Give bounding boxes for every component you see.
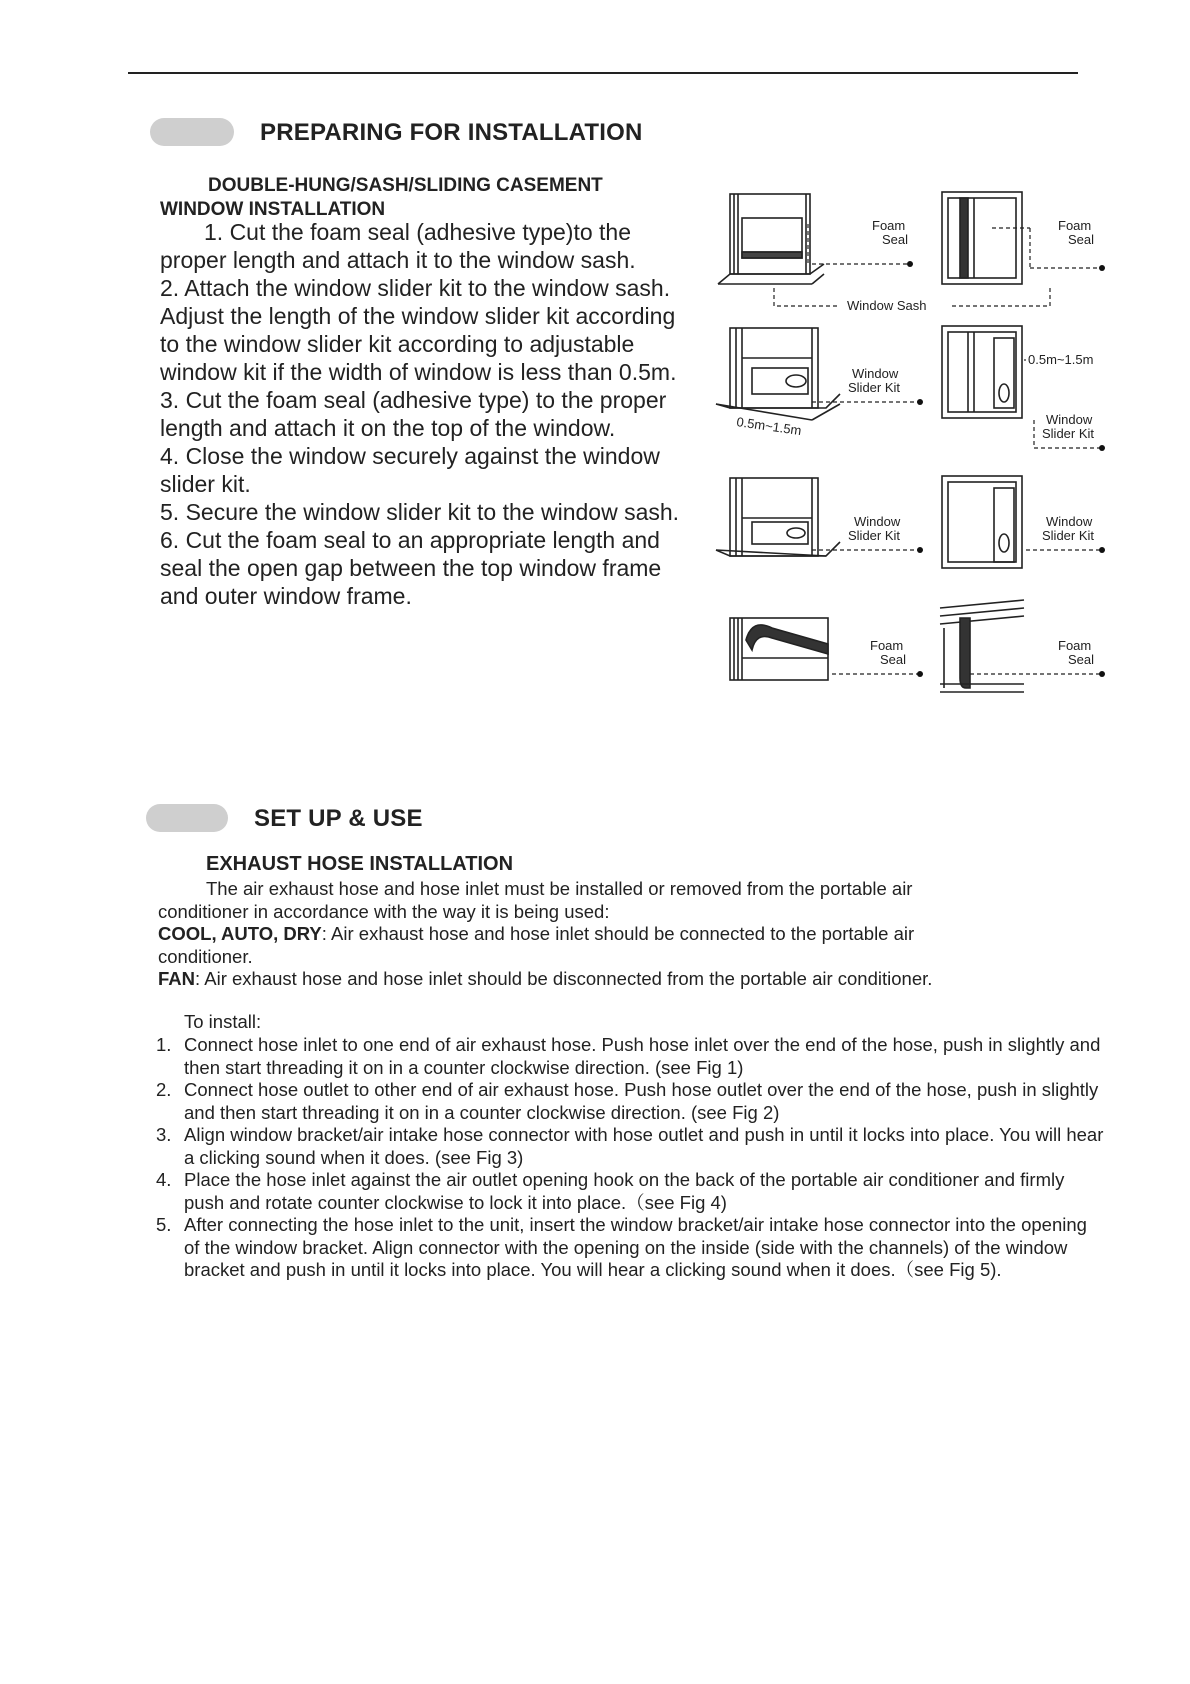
to-install-label: To install: [184, 1011, 262, 1032]
section-pill [146, 804, 228, 832]
label-window: Window [1046, 412, 1093, 427]
cool-mode-text: : Air exhaust hose and hose inlet should be connected to the portable air [321, 923, 915, 944]
label-window: Window [1046, 514, 1093, 529]
section-title-preparing: PREPARING FOR INSTALLATION [260, 119, 643, 146]
label-foam: Foam [872, 218, 906, 233]
label-window: Window [852, 366, 899, 381]
install-steps-list [156, 1034, 1106, 1282]
label-range: 0.5m~1.5m [735, 414, 803, 439]
cool-mode-text2: conditioner. [158, 945, 253, 967]
fan-mode-text: : Air exhaust hose and hose inlet should be disconnected from the portable air conditioner. [195, 968, 933, 989]
list-item: 1. Connect hose inlet to one end of air exhaust hose. Push hose inlet over the end of the hose, push in slightly and then start threading it on in a counter clockwise direction. (see Fig 1) [156, 1034, 1101, 1078]
step-4: 4. Close the window securely against the window slider kit. [160, 443, 660, 497]
label-seal: Seal [882, 232, 909, 247]
list-item: 4. Place the hose inlet against the air outlet opening hook on the back of the portable air conditioner and firmly push and rotate counter clockwise to lock it into place.（see Fig 4) [156, 1169, 1065, 1213]
step-6: 6. Cut the foam seal to an appropriate length and seal the open gap between the top window frame and outer window frame. [160, 527, 662, 609]
label-window-sash: Window Sash [847, 298, 927, 313]
label-slider-kit: Slider Kit [1042, 426, 1095, 441]
list-item: 2. Connect hose outlet to other end of air exhaust hose. Push hose outlet over the end of the hose, push in slightly and then start threading it on in a counter clockwise direction. (see Fig 2) [156, 1079, 1099, 1123]
label-seal: Seal [880, 652, 907, 667]
intro-line1: The air exhaust hose and hose inlet must be installed or removed from the portable air [206, 878, 913, 899]
label-slider-kit: Slider Kit [848, 528, 901, 543]
label-window: Window [854, 514, 901, 529]
subtitle-exhaust-hose: EXHAUST HOSE INSTALLATION [206, 853, 514, 875]
step-5: 5. Secure the window slider kit to the window sash. [160, 499, 680, 525]
list-item: 5. After connecting the hose inlet to the unit, insert the window bracket/air intake hose connector into the opening of the window bracket. Align connector with the opening on the inside (side with the channels) of the window bracket and push in until it locks into place. You will hear a clicking sound when it does.（see Fig 5). [156, 1214, 1087, 1280]
window-installation-figure [712, 188, 1112, 723]
step-3: 3. Cut the foam seal (adhesive type) to the proper length and attach it on the top of the window. [160, 387, 667, 441]
intro-line2: conditioner in accordance with the way it is being used: [158, 900, 610, 922]
cool-mode-label: COOL, AUTO, DRY [158, 923, 322, 944]
subtitle-line2: WINDOW INSTALLATION [160, 199, 386, 220]
section-title-setup: SET UP & USE [254, 805, 423, 832]
step-1: 1. Cut the foam seal (adhesive type)to the proper length and attach it to the window sash. [160, 219, 636, 273]
fan-mode-label: FAN [158, 968, 195, 989]
label-foam: Foam [1058, 638, 1092, 653]
label-foam: Foam [1058, 218, 1092, 233]
label-seal: Seal [1068, 652, 1095, 667]
subtitle-line1: DOUBLE-HUNG/SASH/SLIDING CASEMENT [208, 175, 603, 196]
label-foam: Foam [870, 638, 904, 653]
intro-paragraph [158, 878, 1098, 991]
step-2: 2. Attach the window slider kit to the window sash. Adjust the length of the window slider kit according to the window slider kit according to adjustable window kit if the width of window is less than 0.5m. [160, 275, 677, 385]
installation-illustration [712, 188, 1112, 718]
label-seal: Seal [1068, 232, 1095, 247]
installation-steps [160, 218, 700, 610]
cool-mode-line [158, 923, 1098, 946]
label-slider-kit: Slider Kit [1042, 528, 1095, 543]
list-item: 3. Align window bracket/air intake hose connector with hose outlet and push in until it locks into place. You will hear a clicking sound when it does. (see Fig 3) [156, 1124, 1104, 1168]
label-slider-kit: Slider Kit [848, 380, 901, 395]
section-pill [150, 118, 234, 146]
label-range: 0.5m~1.5m [1028, 352, 1094, 367]
top-rule [128, 72, 1078, 74]
fan-mode-line [158, 968, 1098, 991]
